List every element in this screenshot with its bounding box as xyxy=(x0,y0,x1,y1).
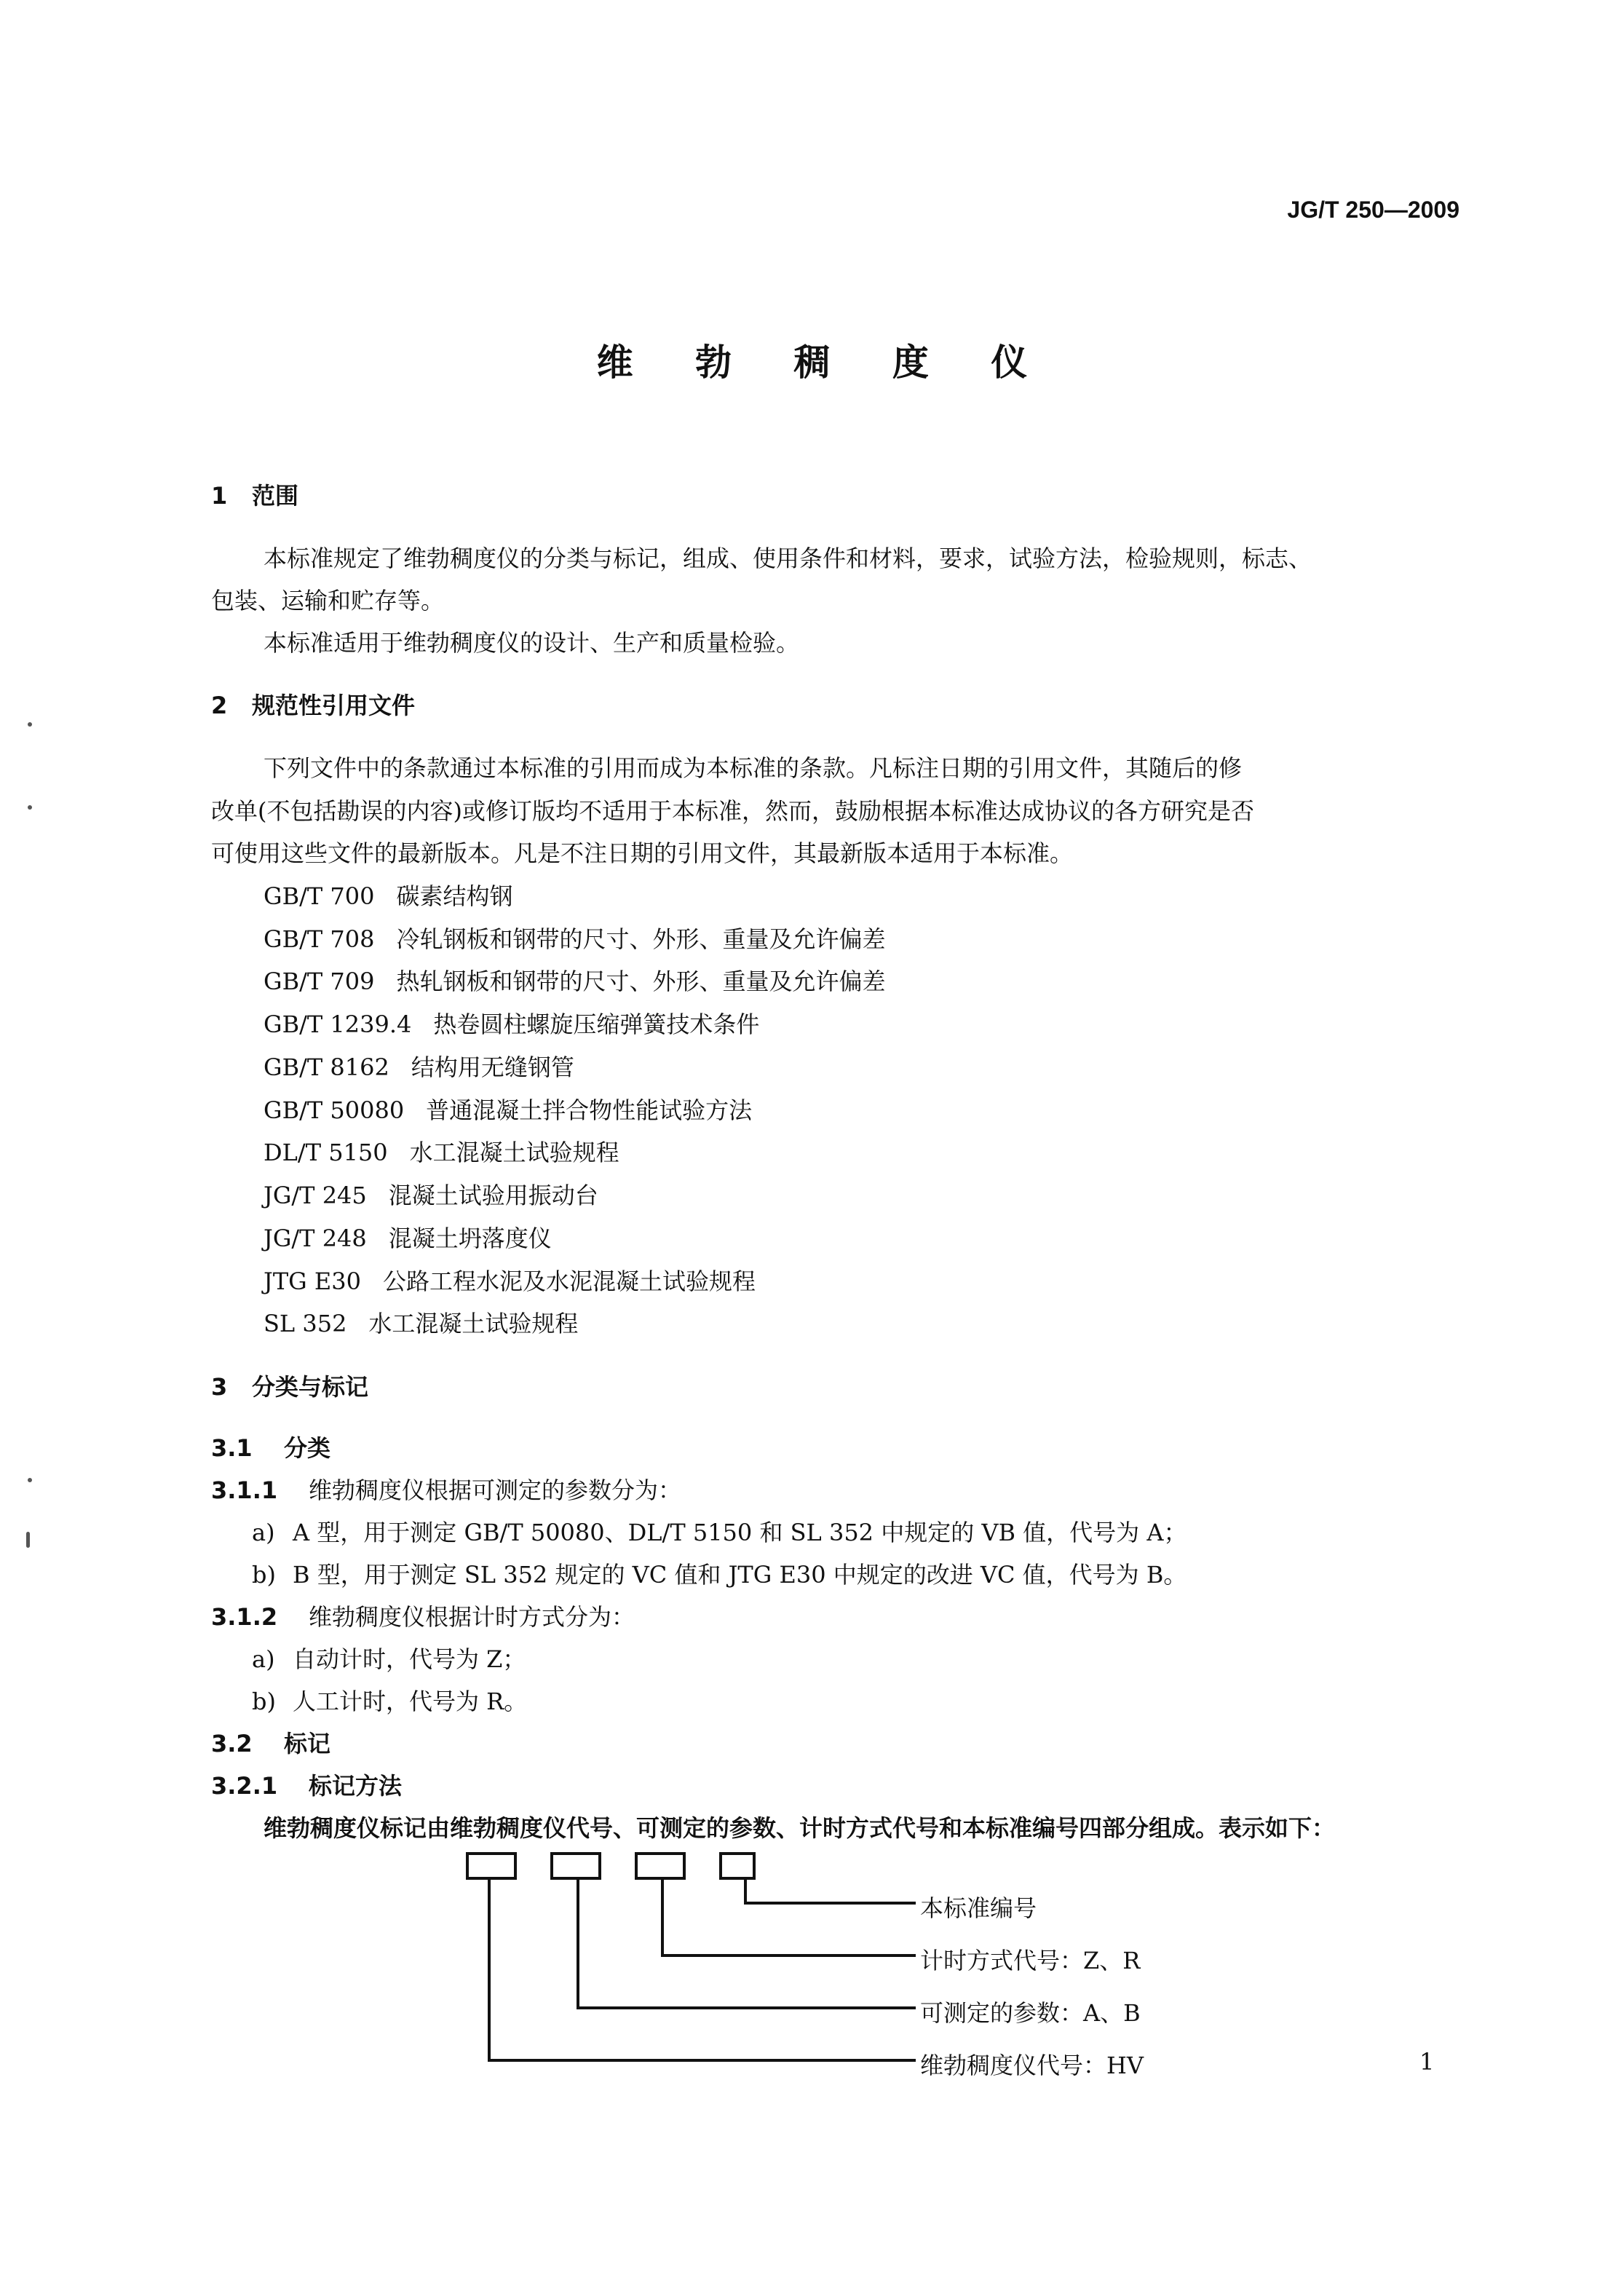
reference-title: 热卷圆柱螺旋压缩弹簧技术条件 xyxy=(433,1011,760,1038)
document-title: 维 勃 稠 度 仪 xyxy=(596,341,1053,384)
list-label: a) xyxy=(252,1645,275,1673)
subsection-number: 3.1 xyxy=(211,1434,253,1462)
standard-code: JG/T 250—2009 xyxy=(1287,197,1459,223)
subsection-number: 3.2 xyxy=(211,1730,253,1757)
reference-title: 碳素结构钢 xyxy=(396,882,513,910)
reference-code: GB/T 1239.4 xyxy=(264,1011,412,1038)
scope-para2: 本标准适用于维勃稠度仪的设计、生产和质量检验。 xyxy=(264,629,800,657)
code-box-3 xyxy=(636,1854,684,1878)
section-number: 2 xyxy=(211,692,228,719)
section-number: 3 xyxy=(211,1373,228,1401)
reference-code: GB/T 708 xyxy=(264,925,375,953)
reference-title: 热轧钢板和钢带的尺寸、外形、重量及允许偏差 xyxy=(396,968,886,995)
scan-speck xyxy=(28,805,32,810)
list-label: b) xyxy=(252,1688,276,1715)
code-box-1 xyxy=(467,1854,515,1878)
diagram-label-parameter: 可测定的参数：A、B xyxy=(920,1999,1141,2027)
scope-para1-line1: 本标准规定了维勃稠度仪的分类与标记，组成、使用条件和材料，要求，试验方法，检验规则，标志、 xyxy=(264,545,1312,572)
reference-title: 混凝土试验用振动台 xyxy=(388,1182,598,1209)
list-text: 人工计时，代号为 R。 xyxy=(293,1688,528,1715)
reference-code: JG/T 245 xyxy=(264,1182,367,1209)
reference-code: DL/T 5150 xyxy=(264,1139,388,1166)
list-label: a) xyxy=(252,1519,275,1546)
references-intro-line1: 下列文件中的条款通过本标准的引用而成为本标准的条款。凡标注日期的引用文件，其随后的修 xyxy=(264,754,1243,782)
reference-title: 结构用无缝钢管 xyxy=(411,1053,574,1081)
clause-number: 3.2.1 xyxy=(211,1772,278,1800)
reference-title: 水工混凝土试验规程 xyxy=(368,1310,579,1337)
section-number: 1 xyxy=(211,482,228,510)
list-text: A 型，用于测定 GB/T 50080、DL/T 5150 和 SL 352 中规定的 VB 值，代号为 A； xyxy=(293,1519,1187,1546)
scope-para1-line2: 包装、运输和贮存等。 xyxy=(211,587,445,614)
leader-line-4 xyxy=(745,1878,916,1903)
clause-number: 3.1.1 xyxy=(211,1476,278,1504)
scan-speck xyxy=(28,722,32,727)
reference-code: SL 352 xyxy=(264,1310,347,1337)
reference-title: 公路工程水泥及水泥混凝土试验规程 xyxy=(382,1268,756,1295)
list-label: b) xyxy=(252,1561,276,1589)
diagram-label-timing-code: 计时方式代号：Z、R xyxy=(920,1947,1141,1974)
reference-code: GB/T 8162 xyxy=(264,1053,389,1081)
references-intro-line2: 改单(不包括勘误的内容)或修订版均不适用于本标准，然而，鼓励根据本标准达成协议的各方研究是否 xyxy=(211,797,1254,825)
reference-code: GB/T 50080 xyxy=(264,1096,405,1124)
list-text: 自动计时，代号为 Z； xyxy=(293,1645,526,1673)
reference-code: JTG E30 xyxy=(264,1268,361,1295)
code-box-4 xyxy=(721,1854,754,1878)
section-title: 分类与标记 xyxy=(252,1373,369,1401)
clause-3-2-1-text: 维勃稠度仪标记由维勃稠度仪代号、可测定的参数、计时方式代号和本标准编号四部分组成。表示如下： xyxy=(264,1814,1336,1842)
reference-code: JG/T 248 xyxy=(264,1225,367,1252)
clause-title: 标记方法 xyxy=(309,1772,403,1800)
clause-text: 维勃稠度仪根据可测定的参数分为： xyxy=(309,1476,682,1504)
clause-text: 维勃稠度仪根据计时方式分为： xyxy=(309,1603,635,1631)
list-text: B 型，用于测定 SL 352 规定的 VC 值和 JTG E30 中规定的改进 VC 值，代号为 B。 xyxy=(293,1561,1187,1589)
leader-line-3 xyxy=(662,1878,916,1955)
reference-code: GB/T 700 xyxy=(264,882,375,910)
section-title: 规范性引用文件 xyxy=(252,692,416,719)
section-title: 范围 xyxy=(252,482,299,510)
leader-line-1 xyxy=(489,1878,916,2060)
subsection-title: 分类 xyxy=(284,1434,331,1462)
clause-number: 3.1.2 xyxy=(211,1603,278,1631)
page-number: 1 xyxy=(1419,2048,1435,2076)
diagram-label-instrument-code: 维勃稠度仪代号：HV xyxy=(920,2052,1144,2079)
references-intro-line3: 可使用这些文件的最新版本。凡是不注日期的引用文件，其最新版本适用于本标准。 xyxy=(211,839,1074,867)
reference-title: 水工混凝土试验规程 xyxy=(409,1139,619,1166)
reference-code: GB/T 709 xyxy=(264,968,375,995)
reference-title: 普通混凝土拌合物性能试验方法 xyxy=(426,1096,753,1124)
reference-title: 冷轧钢板和钢带的尺寸、外形、重量及允许偏差 xyxy=(396,925,886,953)
code-box-2 xyxy=(552,1854,600,1878)
scan-speck xyxy=(28,1478,32,1482)
subsection-title: 标记 xyxy=(284,1730,331,1757)
reference-title: 混凝土坍落度仪 xyxy=(388,1225,552,1252)
scan-speck xyxy=(26,1532,30,1548)
diagram-label-standard-number: 本标准编号 xyxy=(920,1894,1037,1922)
